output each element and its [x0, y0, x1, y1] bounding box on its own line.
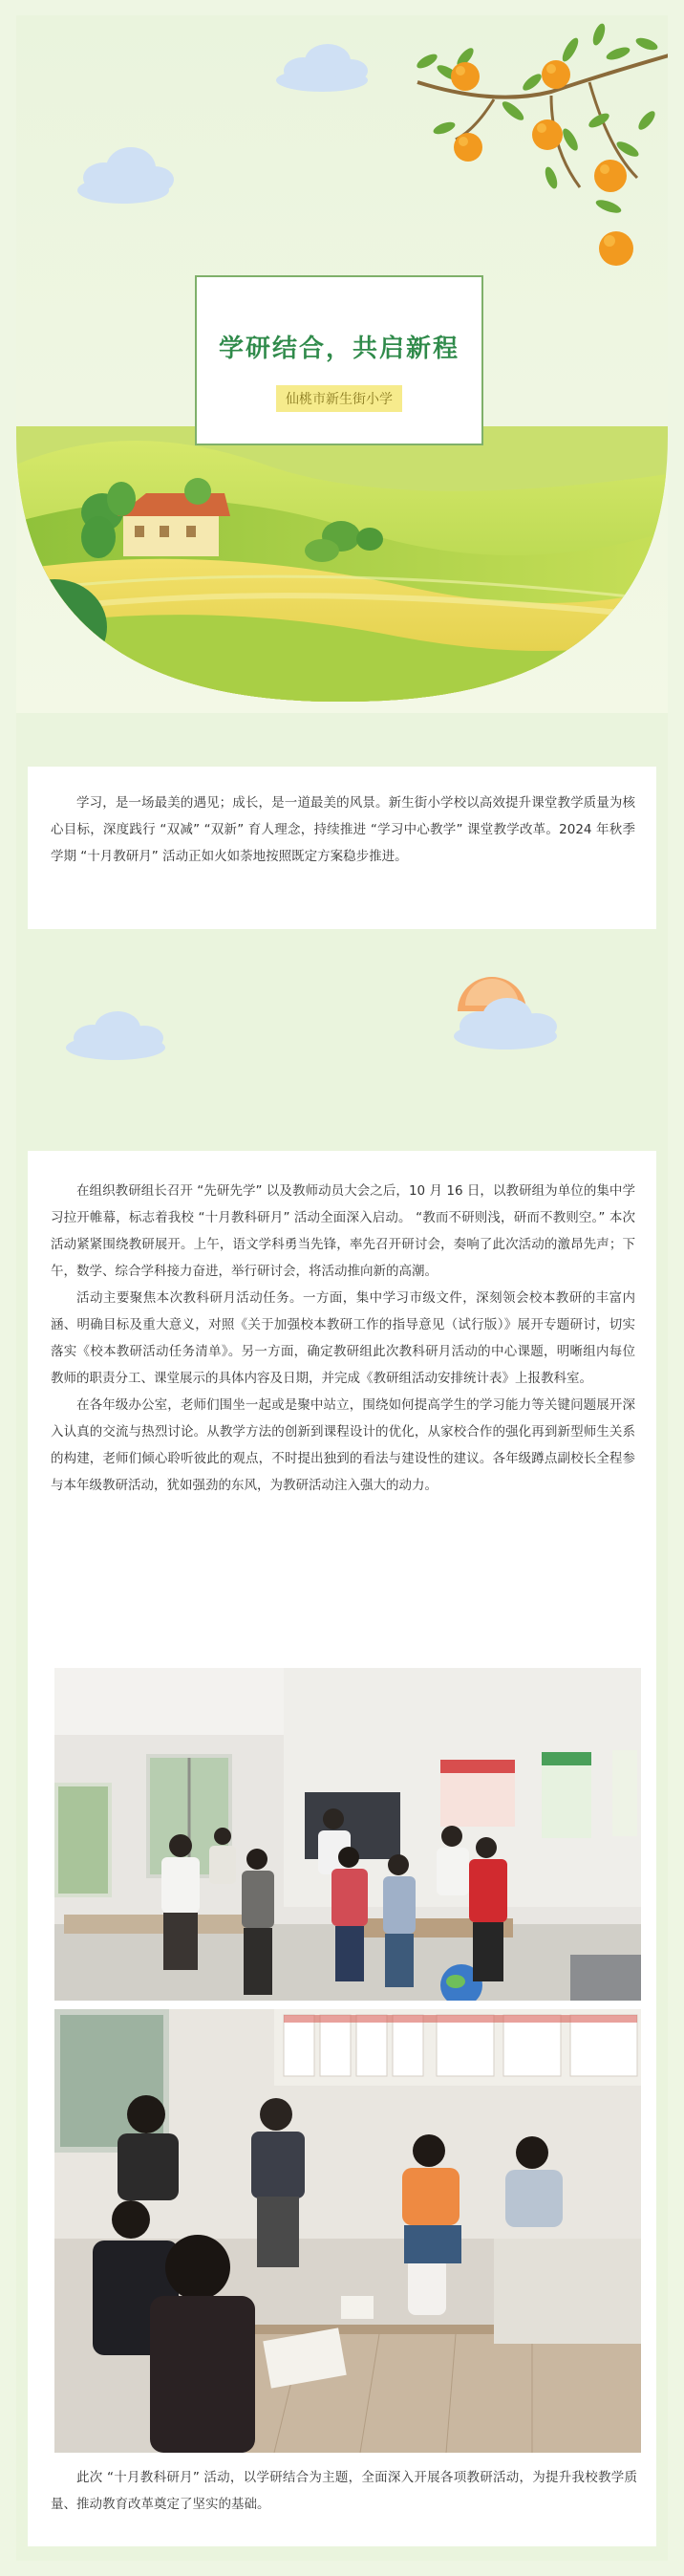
- intro-box: [28, 767, 656, 929]
- activity-photo-standing: [54, 1668, 641, 2001]
- article-body: [28, 1151, 656, 2546]
- intro-paragraph: 学习，是一场最美的遇见；成长，是一道最美的风景。新生街小学校以高效提升课堂教学质量为核心目标，深度践行 “双减” “双新” 育人理念，持续推进 “学习中心教学” 课堂教学改革。2024 年秋季学期 “十月教研月” 活动正如火如荼地按照既定方案稳步推进。: [51, 795, 635, 864]
- photo-illustration: [54, 2009, 641, 2453]
- activity-photo-seated: [54, 2009, 641, 2453]
- sun-cloud-decoration: [16, 962, 668, 1095]
- article-page: [16, 15, 668, 2561]
- school-label: 仙桃市新生街小学: [276, 385, 402, 412]
- page-title: 学研结合，共启新程: [218, 335, 460, 363]
- article-paragraph: 在组织教研组长召开 “先研先学” 以及教师动员大会之后，10 月 16 日，以教研组为单位的集中学习拉开帷幕，标志着我校 “十月教科研月” 活动全面深入启动。 “教而不研则浅，研而不教则空。” 本次活动紧紧围绕教研展开。上午，语文学科勇当先锋，率先召开研讨会，奏响了此次活动的激昂先声；下午，数学、综合学科接力奋进，举行研讨会，将活动推向新的高潮。: [51, 1183, 635, 1279]
- article-paragraph: 在各年级办公室，老师们围坐一起或是聚中站立，围绕如何提高学生的学习能力等关键问题展开深入认真的交流与热烈讨论。从教学方法的创新到课程设计的优化，从家校合作的强化再到新型师生关系的构建，老师们倾心聆听彼此的观点，不时提出独到的看法与建设性的建议。各年级蹲点副校长全程参与本年级教研活动，犹如强劲的东风，为教研活动注入强大的动力。: [51, 1397, 635, 1493]
- article-paragraph: 活动主要聚焦本次教科研月活动任务。一方面，集中学习市级文件，深刻领会校本教研的丰富内涵、明确目标及重大意义，对照《关于加强校本教研工作的指导意见（试行版）》展开专题研讨，切实落实《校本教研活动任务清单》。另一方面，确定教研组此次教科研月活动的中心课题，明晰组内每位教师的职责分工、课堂展示的具体内容及日期，并完成《教研组活动安排统计表》上报教科室。: [51, 1290, 635, 1386]
- photo-illustration: [54, 1668, 641, 2001]
- closing-paragraph: 此次 “十月教科研月” 活动，以学研结合为主题，全面深入开展各项教研活动，为提升我校教学质量、推动教育改革奠定了坚实的基础。: [51, 2470, 637, 2512]
- cloud-icon: [66, 1011, 165, 1060]
- title-card: [195, 275, 483, 445]
- closing-paragraph-wrap: [51, 2464, 637, 2518]
- header-banner: [16, 15, 668, 713]
